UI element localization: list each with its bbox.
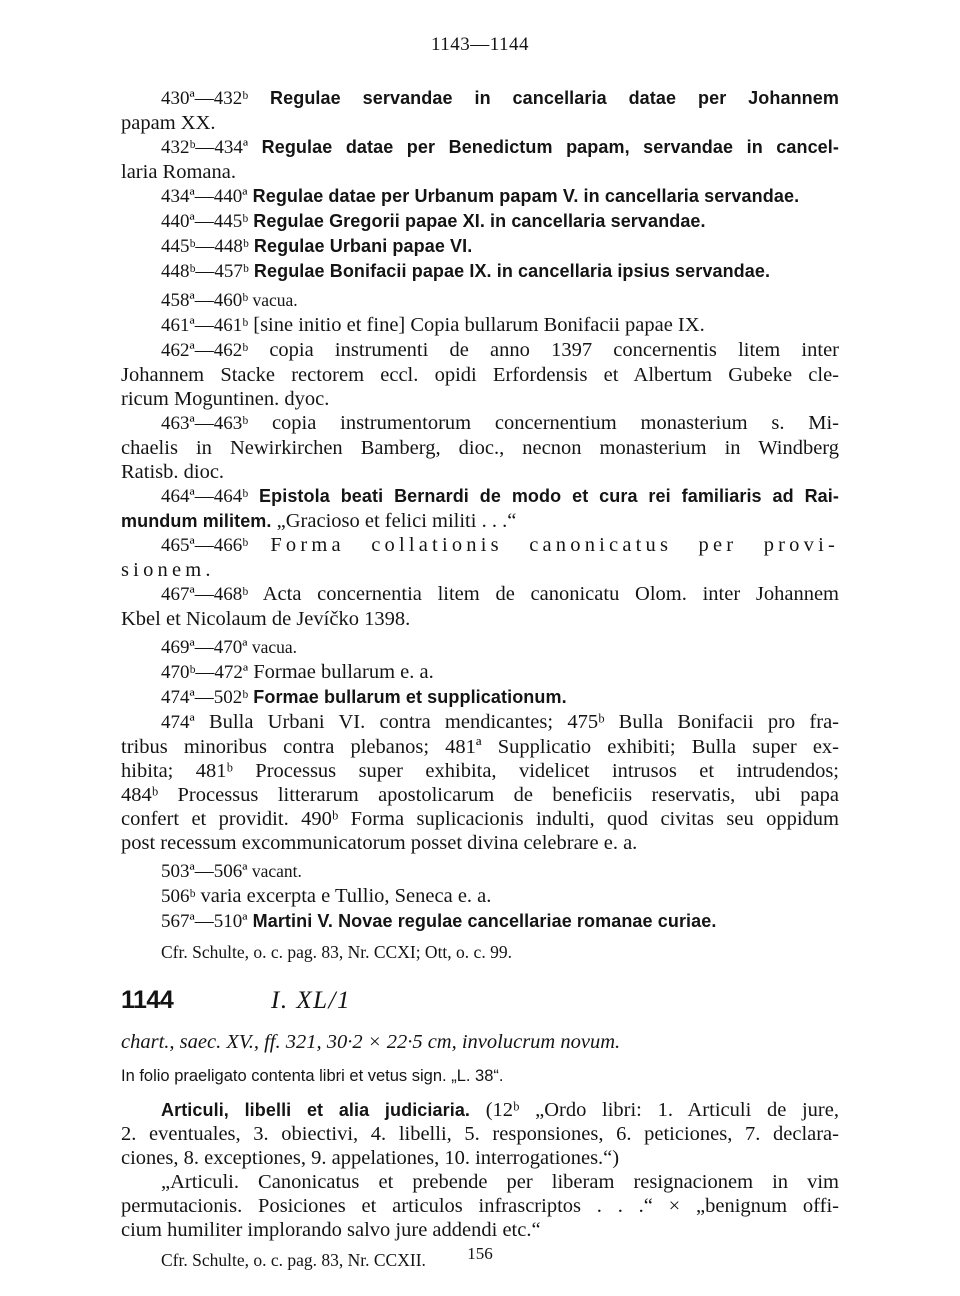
entry-line [121, 259, 839, 284]
shelf-signature: I. XL/1 [271, 987, 351, 1014]
entry-text: vacua. [251, 637, 298, 657]
entry-1143 [121, 86, 839, 934]
folio-range: 467ª—468ᵇ [161, 584, 249, 605]
entry-1144-title: Articuli, libelli et alia judiciaria. [161, 1100, 471, 1120]
entry-text: chaelis in Newirkirchen Bamberg, dioc., necnon monasterium in Windberg [121, 437, 839, 459]
entry-line [121, 884, 839, 909]
folio-range: 448ᵇ—457ᵇ [161, 261, 249, 282]
folio-range: 440ª—445ᵇ [161, 211, 249, 232]
entry-text: confert et providit. 490ᵇ Forma suplicacionis indulti, quod civitas seu oppidum [121, 808, 839, 830]
entry-text: tribus minoribus contra plebanos; 481ª Supplicatio exhibiti; Bulla super ex- [121, 736, 839, 758]
entry-text: vacua. [252, 290, 298, 310]
entry-line [121, 436, 839, 460]
entry-line [121, 484, 839, 509]
entry-line [121, 387, 839, 411]
entry-line [121, 184, 839, 209]
entry-title: Regulae servandae in cancellaria datae per Johannem [270, 88, 839, 108]
incipit: „Gracioso et felici militi . . .“ [271, 510, 517, 532]
entry-title: Epistola beati Bernardi de modo et cura rei familiaris ad Rai- [259, 486, 839, 506]
entry-title: Regulae datae per Benedictum papam, servandae in cancel- [261, 137, 839, 157]
entry-1144-description: chart., saec. XV., ff. 321, 30·2 × 22·5 cm, involucrum novum. [121, 1031, 621, 1053]
entry-line [121, 363, 839, 387]
folio-range: 469ª—470ª [161, 637, 248, 658]
entry-line [121, 710, 839, 735]
entry-1144-note: In folio praeligato contenta libri et vetus sign. „L. 38“. [121, 1067, 504, 1085]
folio-range: 465ª—466ᵇ [161, 535, 249, 556]
entry-line [121, 234, 839, 259]
entry-text: Johannem Stacke rectorem eccl. opidi Erfordensis et Albertum Gubeke cle- [121, 364, 839, 386]
entry-text: Bulla Urbani VI. contra mendicantes; 475ᵇ Bulla Bonifacii pro fra- [209, 711, 839, 733]
entry-line [121, 735, 839, 759]
entry-1144-heading [121, 986, 839, 1026]
entry-text: post recessum excommunicatorum posset divina celebrare e. a. [121, 832, 638, 854]
folio-range: 434ª—440ª [161, 186, 248, 207]
entry-text: varia excerpta e Tullio, Seneca e. a. [200, 885, 492, 907]
folio-range: 458ª—460ᵇ [161, 290, 249, 311]
entry-title: Regulae Bonifacii papae IX. in cancellaria ipsius servandae. [253, 261, 771, 281]
entry-text: Ratisb. dioc. [121, 461, 225, 483]
entry-1144-line: ciones, 8. exceptiones, 9. appelationes, 10. interrogationes.“) [121, 1147, 620, 1169]
entry-text: hibita; 481ᵇ Processus super exhibita, videlicet intrusos et intrudendos; [121, 760, 839, 782]
entry-line [121, 909, 839, 934]
entry-text: Acta concernentia litem de canonicatu Olom. inter Johannem [262, 583, 840, 605]
entry-text: Formae bullarum e. a. [253, 661, 434, 683]
entry-title: Formae bullarum et supplicationum. [253, 687, 567, 707]
entry-line [121, 859, 839, 884]
entry-line [121, 86, 839, 111]
entry-number: 1144 [121, 986, 174, 1014]
entry-1144-reference: Cfr. Schulte, o. c. pag. 83, Nr. CCXII. [161, 1250, 426, 1270]
entry-line [121, 338, 839, 363]
entry-line [121, 288, 839, 313]
entry-title: Regulae Urbani papae VI. [253, 236, 473, 256]
page-number: 156 [467, 1244, 493, 1263]
entry-line [121, 460, 839, 484]
folio-range: 474ª [161, 712, 195, 733]
entry-line [121, 635, 839, 660]
entry-line [121, 533, 839, 558]
folio-range: 567ª—510ª [161, 911, 248, 932]
folio-range: 461ª—461ᵇ [161, 315, 249, 336]
folio-range: 470ᵇ—472ª [161, 662, 249, 683]
entry-line [121, 607, 839, 631]
entry-text: laria Romana. [121, 161, 236, 183]
entry-line [121, 660, 839, 685]
folio-range: 506ᵇ [161, 886, 196, 907]
entry-1144-line: permutacionis. Posiciones et articulos infrascriptos . . .“ × „benignum offi- [121, 1195, 839, 1217]
entry-line [121, 313, 839, 338]
entry-line [121, 759, 839, 783]
entry-line [121, 807, 839, 831]
folio-range: 503ª—506ª [161, 861, 248, 882]
running-head: 1143—1144 [430, 34, 530, 55]
entry-1144-line: „Articuli. Canonicatus et prebende per liberam resignacionem in vim [161, 1171, 839, 1193]
folio-range: 464ª—464ᵇ [161, 486, 249, 507]
entry-line [121, 509, 839, 533]
entry-line [121, 831, 839, 855]
entry-title: Regulae Gregorii papae XI. in cancellaria servandae. [253, 211, 706, 231]
folio-range: 474ª—502ᵇ [161, 687, 249, 708]
entry-title: Regulae datae per Urbanum papam V. in cancellaria servandae. [252, 186, 800, 206]
entry-text: Kbel et Nicolaum de Jevíčko 1398. [121, 608, 411, 630]
folio-range: 432ᵇ—434ª [161, 137, 249, 158]
entry-1144-line: cium humiliter implorando salvo jure addendi etc.“ [121, 1219, 541, 1241]
entry-line [121, 160, 839, 184]
entry-text: papam XX. [121, 112, 216, 134]
folio-range: 430ª—432ᵇ [161, 88, 249, 109]
entry-line [121, 783, 839, 807]
entry-text: sionem. [121, 559, 215, 581]
entry-1144-line: 2. eventuales, 3. obiectivi, 4. libelli, 5. responsiones, 6. peticiones, 7. declara- [121, 1123, 839, 1145]
entry-line [121, 135, 839, 160]
entry-text: [sine initio et fine] Copia bullarum Bonifacii papae IX. [253, 314, 705, 336]
entry-text: Forma collationis canonicatus per provi- [270, 534, 840, 556]
entry-1144-title-rest: (12ᵇ „Ordo libri: 1. Articuli de jure, [470, 1099, 839, 1121]
entry-text: 484ᵇ Processus litterarum apostolicarum de beneficiis reservatis, ubi papa [121, 784, 839, 806]
entry-line [121, 411, 839, 436]
entry-1143-reference: Cfr. Schulte, o. c. pag. 83, Nr. CCXI; Ott, o. c. 99. [161, 942, 512, 962]
entry-1144-title-line [121, 1098, 839, 1122]
entry-line [121, 558, 839, 582]
entry-text: copia instrumentorum concernentium monasterium s. Mi- [271, 412, 839, 434]
folio-range: 463ª—463ᵇ [161, 413, 249, 434]
entry-line [121, 209, 839, 234]
page-body [121, 86, 839, 1272]
entry-line [121, 685, 839, 710]
folio-range: 445ᵇ—448ᵇ [161, 236, 249, 257]
entry-title: Martini V. Novae regulae cancellariae romanae curiae. [252, 911, 717, 931]
entry-title: mundum militem. [121, 511, 272, 531]
entry-line [121, 582, 839, 607]
entry-line [121, 111, 839, 135]
folio-range: 462ª—462ᵇ [161, 340, 249, 361]
entry-text: vacant. [251, 861, 302, 881]
entry-text: ricum Moguntinen. dyoc. [121, 388, 330, 410]
entry-text: copia instrumenti de anno 1397 concernentis litem inter [269, 339, 839, 361]
